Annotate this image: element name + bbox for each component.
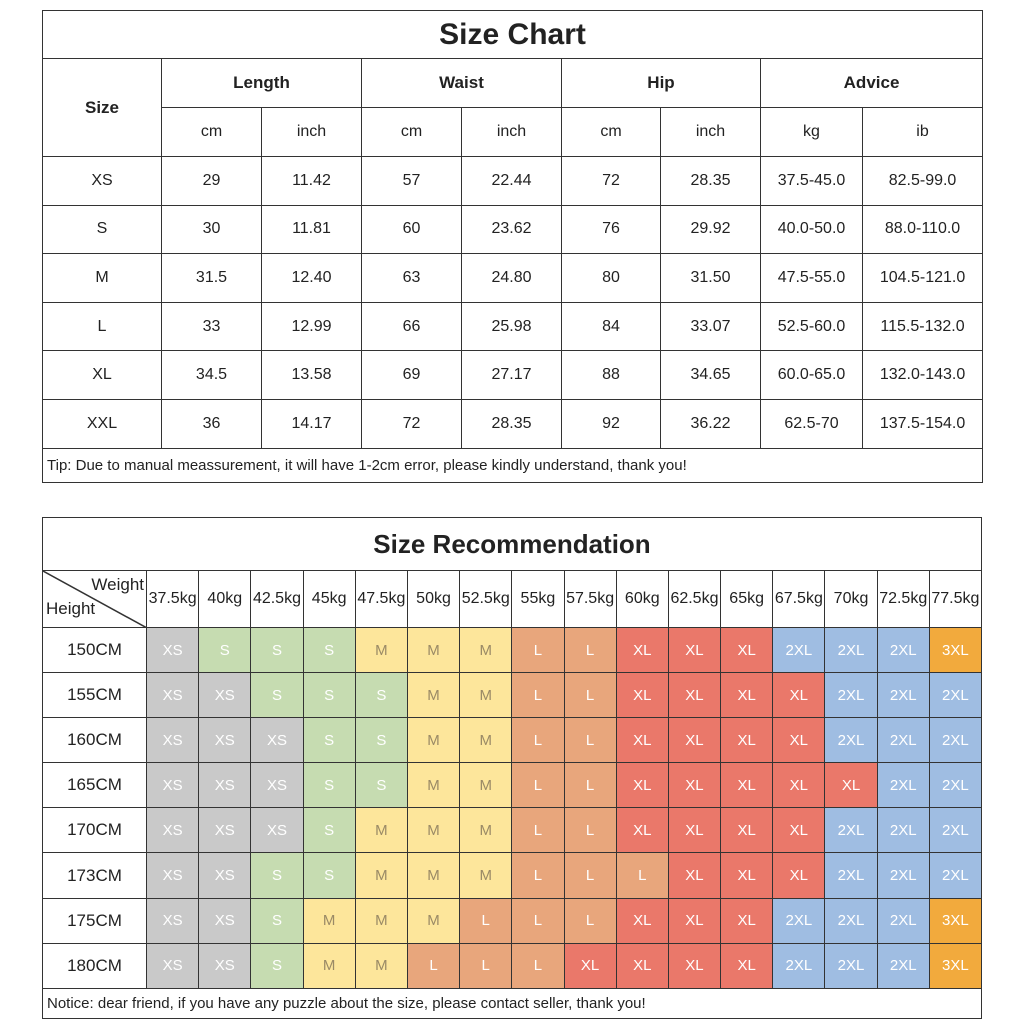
size-cell-xl: XL [773,673,825,718]
value-cell: 52.5-60.0 [761,302,863,351]
size-recommendation-title: Size Recommendation [43,518,982,571]
weight-header: 67.5kg [773,571,825,628]
size-cell-xs: XS [147,853,199,898]
value-cell: 37.5-45.0 [761,157,863,206]
size-cell-3xl: 3XL [929,628,981,673]
value-cell: 115.5-132.0 [863,302,983,351]
size-cell-s: S [355,718,407,763]
size-cell-l: L [564,853,616,898]
value-cell: 31.5 [162,254,262,303]
size-cell-m: M [355,943,407,988]
size-cell-xl: XL [616,808,668,853]
size-cell-xl: XL [616,718,668,763]
size-cell-m: M [355,808,407,853]
table-row [43,399,983,448]
table-row [43,205,983,254]
value-cell: 69 [362,351,462,400]
size-cell-2xl: 2XL [825,718,877,763]
weight-header: 50kg [407,571,459,628]
size-cell-2xl: 2XL [877,718,929,763]
height-cell: 173CM [43,853,147,898]
size-cell-s: S [303,628,355,673]
size-cell-xs: XS [199,718,251,763]
size-cell-xl: XL [616,763,668,808]
size-cell-s: S [251,628,303,673]
size-cell-xs: XS [199,763,251,808]
size-cell-2xl: 2XL [825,808,877,853]
tip-row [43,448,983,482]
size-cell-xl: XL [616,673,668,718]
size-cell-m: M [460,808,512,853]
size-cell-2xl: 2XL [825,673,877,718]
unit-header: cm [362,108,462,157]
height-weight-corner [43,571,147,628]
advice-header: Advice [761,59,983,108]
value-cell: 33 [162,302,262,351]
size-cell-xl: XL [773,853,825,898]
table-row [43,302,983,351]
size-cell-xl: XL [721,628,773,673]
size-recommendation-table [42,517,982,1019]
table-row [43,763,982,808]
size-cell-2xl: 2XL [825,628,877,673]
size-cell-m: M [407,673,459,718]
size-cell-xs: XS [251,763,303,808]
table-row [43,898,982,943]
size-cell-xl: XL [668,853,720,898]
value-cell: 84 [562,302,661,351]
weight-header: 77.5kg [929,571,981,628]
size-chart-table [42,10,983,483]
size-cell-m: M [407,853,459,898]
table-row [43,808,982,853]
size-cell-m: M [407,898,459,943]
table-row [43,157,983,206]
size-cell-l: L [512,943,564,988]
tip-text: Tip: Due to manual meassurement, it will have 1-2cm error, please kindly understand, thank you! [43,448,983,482]
size-cell-xl: XL [668,763,720,808]
size-cell-2xl: 2XL [825,943,877,988]
size-cell-2xl: 2XL [877,943,929,988]
size-cell-l: L [616,853,668,898]
size-cell-l: L [512,628,564,673]
weight-label: Weight [91,575,144,594]
size-cell-xl: XL [773,718,825,763]
size-cell-xs: XS [147,673,199,718]
size-cell-l: L [460,943,512,988]
size-cell-xl: XL [721,808,773,853]
value-cell: 36.22 [661,399,761,448]
size-cell-m: M [355,853,407,898]
size-cell-2xl: 2XL [877,763,929,808]
value-cell: 25.98 [462,302,562,351]
size-cell-s: S [303,808,355,853]
size-cell-xs: XS [199,898,251,943]
weight-header: 62.5kg [668,571,720,628]
unit-header: inch [462,108,562,157]
size-cell-xl: XL [721,943,773,988]
size-cell-xl: XL [721,763,773,808]
value-cell: 63 [362,254,462,303]
height-cell: 165CM [43,763,147,808]
height-cell: 160CM [43,718,147,763]
size-cell: L [43,302,162,351]
size-cell-s: S [303,763,355,808]
size-cell-m: M [460,763,512,808]
size-cell-2xl: 2XL [825,853,877,898]
size-cell-xl: XL [721,853,773,898]
size-cell-s: S [303,853,355,898]
size-cell-m: M [460,628,512,673]
size-cell-l: L [564,898,616,943]
value-cell: 88 [562,351,661,400]
value-cell: 132.0-143.0 [863,351,983,400]
value-cell: 30 [162,205,262,254]
size-cell-2xl: 2XL [929,718,981,763]
table-row [43,718,982,763]
size-cell-2xl: 2XL [929,763,981,808]
size-cell-2xl: 2XL [825,898,877,943]
weight-header: 55kg [512,571,564,628]
size-cell-xs: XS [147,628,199,673]
value-cell: 28.35 [462,399,562,448]
table-row [43,254,983,303]
size-cell-xs: XS [147,718,199,763]
size-cell-2xl: 2XL [773,898,825,943]
height-label: Height [46,599,96,618]
size-cell-2xl: 2XL [877,853,929,898]
value-cell: 92 [562,399,661,448]
size-cell-l: L [564,808,616,853]
size-cell-m: M [407,763,459,808]
size-cell-m: M [303,943,355,988]
size-cell-xl: XL [721,673,773,718]
value-cell: 27.17 [462,351,562,400]
size-cell-l: L [564,673,616,718]
table-row [43,351,983,400]
size-cell-l: L [460,898,512,943]
value-cell: 28.35 [661,157,761,206]
weight-header: 40kg [199,571,251,628]
unit-header: ib [863,108,983,157]
size-cell-l: L [512,763,564,808]
size-cell-xs: XS [251,718,303,763]
unit-header: kg [761,108,863,157]
size-cell-s: S [303,673,355,718]
size-cell: XXL [43,399,162,448]
unit-header: inch [262,108,362,157]
size-cell-xl: XL [616,628,668,673]
size-cell-xs: XS [147,898,199,943]
table-row [43,628,982,673]
value-cell: 66 [362,302,462,351]
size-cell-s: S [303,718,355,763]
value-cell: 12.99 [262,302,362,351]
value-cell: 29 [162,157,262,206]
value-cell: 82.5-99.0 [863,157,983,206]
size-cell-3xl: 3XL [929,943,981,988]
size-cell-xs: XS [199,673,251,718]
size-cell-xl: XL [773,763,825,808]
table-row [43,853,982,898]
weight-header: 65kg [721,571,773,628]
size-cell-2xl: 2XL [877,673,929,718]
height-cell: 180CM [43,943,147,988]
length-header: Length [162,59,362,108]
height-cell: 175CM [43,898,147,943]
notice-row [43,988,982,1018]
value-cell: 33.07 [661,302,761,351]
size-cell-2xl: 2XL [877,808,929,853]
weight-header: 57.5kg [564,571,616,628]
value-cell: 62.5-70 [761,399,863,448]
size-cell-m: M [460,673,512,718]
size-cell-l: L [512,808,564,853]
size-cell-xs: XS [251,808,303,853]
size-header: Size [43,59,162,157]
size-cell-xs: XS [147,808,199,853]
table-row [43,943,982,988]
size-cell-l: L [512,898,564,943]
size-cell-xl: XL [825,763,877,808]
weight-header: 60kg [616,571,668,628]
size-cell-xl: XL [721,718,773,763]
unit-header: cm [162,108,262,157]
size-cell-xs: XS [199,808,251,853]
size-cell-xl: XL [668,943,720,988]
size-cell-xl: XL [668,718,720,763]
waist-header: Waist [362,59,562,108]
size-cell-l: L [512,853,564,898]
size-cell-l: L [564,628,616,673]
size-cell: XS [43,157,162,206]
unit-header: cm [562,108,661,157]
size-cell-2xl: 2XL [773,628,825,673]
value-cell: 80 [562,254,661,303]
size-cell-m: M [407,628,459,673]
size-cell-m: M [355,898,407,943]
size-cell-m: M [303,898,355,943]
size-cell-l: L [512,718,564,763]
value-cell: 14.17 [262,399,362,448]
size-cell-m: M [460,718,512,763]
size-cell-3xl: 3XL [929,898,981,943]
value-cell: 72 [562,157,661,206]
value-cell: 22.44 [462,157,562,206]
size-cell-m: M [460,853,512,898]
value-cell: 104.5-121.0 [863,254,983,303]
notice-text: Notice: dear friend, if you have any puzzle about the size, please contact seller, thank you! [43,988,982,1018]
size-cell-2xl: 2XL [929,853,981,898]
value-cell: 34.5 [162,351,262,400]
value-cell: 34.65 [661,351,761,400]
table-row [43,673,982,718]
size-cell: M [43,254,162,303]
size-cell-xl: XL [668,898,720,943]
value-cell: 11.81 [262,205,362,254]
value-cell: 76 [562,205,661,254]
size-cell-xl: XL [616,898,668,943]
size-cell-xl: XL [668,628,720,673]
size-chart-title: Size Chart [43,11,983,59]
size-cell-2xl: 2XL [929,673,981,718]
value-cell: 29.92 [661,205,761,254]
size-cell-s: S [355,673,407,718]
value-cell: 11.42 [262,157,362,206]
weight-header: 47.5kg [355,571,407,628]
value-cell: 137.5-154.0 [863,399,983,448]
size-cell-s: S [251,943,303,988]
value-cell: 13.58 [262,351,362,400]
value-cell: 47.5-55.0 [761,254,863,303]
size-cell-m: M [407,808,459,853]
size-cell-xl: XL [616,943,668,988]
unit-header: inch [661,108,761,157]
size-cell-2xl: 2XL [929,808,981,853]
size-cell-l: L [564,718,616,763]
size-cell-l: L [512,673,564,718]
size-cell-s: S [355,763,407,808]
size-cell-s: S [251,898,303,943]
weight-header: 45kg [303,571,355,628]
value-cell: 31.50 [661,254,761,303]
value-cell: 23.62 [462,205,562,254]
size-cell-s: S [199,628,251,673]
weight-header: 70kg [825,571,877,628]
value-cell: 72 [362,399,462,448]
size-cell-xl: XL [721,898,773,943]
weight-header: 37.5kg [147,571,199,628]
size-cell-m: M [407,718,459,763]
weight-header: 72.5kg [877,571,929,628]
value-cell: 60.0-65.0 [761,351,863,400]
value-cell: 24.80 [462,254,562,303]
size-cell-xl: XL [564,943,616,988]
height-cell: 170CM [43,808,147,853]
size-cell-xl: XL [668,673,720,718]
size-cell-xl: XL [773,808,825,853]
size-cell: S [43,205,162,254]
value-cell: 40.0-50.0 [761,205,863,254]
height-cell: 155CM [43,673,147,718]
size-cell-2xl: 2XL [877,628,929,673]
size-cell-xs: XS [147,763,199,808]
weight-header: 42.5kg [251,571,303,628]
value-cell: 60 [362,205,462,254]
value-cell: 57 [362,157,462,206]
hip-header: Hip [562,59,761,108]
size-cell-xl: XL [668,808,720,853]
size-cell-s: S [251,673,303,718]
size-cell-xs: XS [199,853,251,898]
height-cell: 150CM [43,628,147,673]
size-cell-s: S [251,853,303,898]
size-cell-2xl: 2XL [773,943,825,988]
size-cell-2xl: 2XL [877,898,929,943]
value-cell: 36 [162,399,262,448]
size-cell-xs: XS [147,943,199,988]
size-cell-l: L [407,943,459,988]
size-cell: XL [43,351,162,400]
size-cell-l: L [564,763,616,808]
weight-header: 52.5kg [460,571,512,628]
size-cell-m: M [355,628,407,673]
size-cell-xs: XS [199,943,251,988]
value-cell: 12.40 [262,254,362,303]
value-cell: 88.0-110.0 [863,205,983,254]
